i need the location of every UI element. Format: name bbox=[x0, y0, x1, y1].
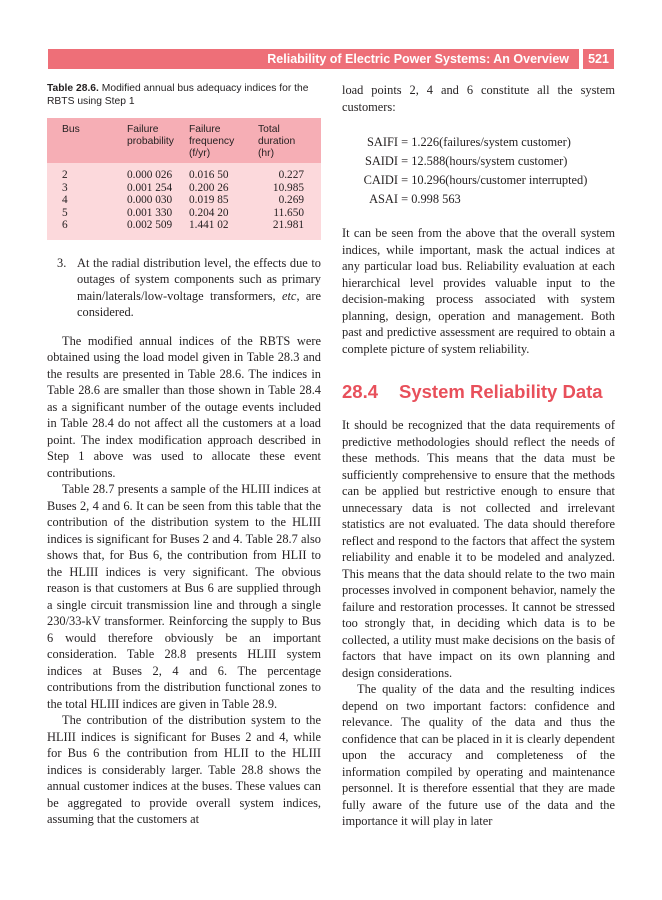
equation-rhs: 10.296(hours/customer interrupted) bbox=[411, 173, 588, 187]
cell-bus: 6 bbox=[62, 219, 68, 232]
body-paragraph: Table 28.7 presents a sample of the HLIII indices at Buses 2, 4 and 6. It can be seen from this table that the contribution of the distribution system to the HLIII indices is significant for Buses 2 and 4. Table 28.7 also shows that, for Bus 6, the contribution from HLII to the HLIII indices is very significant. The obvious reason is that customers at Bus 6 are supplied through a single circuit transmission line and through a single 230/33-kV transformer. Reinforcing the supply to Bus 6 would therefore obviously be an important consideration. Table 28.8 presents HLIII system indices at Buses 2, 4 and 6. The percentage contributions from the distribution functional zones to the total HLIII indices are given in Table 28.9. bbox=[47, 482, 321, 711]
body-paragraph: It can be seen from the above that the overall system indices, while important, mask the actual indices at any particular load bus. Reliability evaluation at each hierarchical level provides valuable input to the decision-making process associated with system planning, design, operation and management. Both past and predictive assessment are required to obtain a complete picture of system reliability. bbox=[342, 226, 615, 356]
cell-failure-probability: 0.001 254 bbox=[127, 181, 173, 194]
right-column bbox=[342, 82, 615, 830]
cell-bus: 2 bbox=[62, 169, 68, 181]
equation-lhs: SAIFI bbox=[367, 135, 398, 149]
section-title: System Reliability Data bbox=[399, 381, 603, 402]
list-item-text-end: , are considered. bbox=[77, 288, 321, 320]
cell-total-duration: 11.650 bbox=[273, 206, 304, 219]
cell-bus: 5 bbox=[62, 206, 68, 219]
equation-saifi: SAIFI = 1.226(failures/system customer) bbox=[342, 133, 615, 152]
cell-bus: 4 bbox=[62, 194, 68, 207]
cell-failure-frequency: 0.016 50 bbox=[189, 169, 229, 181]
table-row bbox=[47, 182, 321, 195]
cell-total-duration: 0.227 bbox=[278, 169, 304, 181]
cell-failure-frequency: 0.019 85 bbox=[189, 194, 229, 207]
list-item-text: At the radial distribution level, the effects due to outages of system components such as primary main/laterals/low-voltage transformers, bbox=[77, 255, 321, 303]
cell-bus: 3 bbox=[62, 181, 68, 194]
table-row bbox=[47, 207, 321, 220]
equation-lhs: CAIDI bbox=[363, 173, 398, 187]
cell-failure-probability: 0.001 330 bbox=[127, 206, 173, 219]
table-header-row bbox=[47, 118, 321, 163]
body-paragraph: The quality of the data and the resulting indices depend on two important factors: confidence and relevance. The quality of the data and thus the confidence that can be placed in it is clearly dependent upon the accuracy and completeness of the information compiled by operating and maintenance personnel. It is therefore essential that they are made fully aware of the future use of the data and the importance it will play in later bbox=[342, 682, 615, 828]
body-paragraph: It should be recognized that the data requirements of predictive methodologies should reflect the needs of these methods. This means that the data must be sufficiently comprehensive to ensure that the methods can be applied but restrictive enough to ensure that unnecessary data is not collected and irrelevant statistics are not evaluated. The data should therefore reflect and respond to the factors that affect the system reliability and enable it to be modeled and analyzed. This means that the data should relate to the two main processes involved in component behavior, namely the failure and restoration processes. It cannot be stressed too strongly that, in deciding which data is to be collected, a utility must make decisions on the basis of factors that have impact on its own planning and design considerations. bbox=[342, 418, 615, 680]
page-number: 521 bbox=[583, 49, 614, 69]
equation-rhs: 1.226(failures/system customer) bbox=[411, 135, 571, 149]
table-body bbox=[47, 163, 321, 240]
column-header-failure-frequency: Failure frequency (f/yr) bbox=[189, 124, 235, 159]
column-header-total-duration: Total duration (hr) bbox=[258, 124, 296, 159]
cell-failure-probability: 0.000 026 bbox=[127, 169, 173, 181]
cell-failure-probability: 0.002 509 bbox=[127, 219, 173, 232]
column-header-bus: Bus bbox=[62, 124, 80, 135]
body-paragraph: The modified annual indices of the RBTS were obtained using the load model given in Table 28.3 and the results are presented in Table 28.6. The indices in Table 28.6 are smaller than those shown in Table 28.4 as a significant number of the outage events included in Table 28.4 do not affect all the customers at a load point. The index modification approach described in Step 1 above was used to allocate these event contributions. bbox=[47, 333, 321, 480]
cell-failure-probability: 0.000 030 bbox=[127, 194, 173, 207]
bus-indices-table bbox=[47, 118, 321, 240]
column-header-failure-probability: Failure probability bbox=[127, 124, 174, 147]
cell-total-duration: 10.985 bbox=[272, 181, 304, 194]
running-header-bar bbox=[48, 49, 579, 69]
equation-rhs: 0.998 563 bbox=[411, 192, 461, 206]
running-header-title: Reliability of Electric Power Systems: An Overview bbox=[267, 52, 569, 66]
system-indices-equations bbox=[342, 133, 615, 209]
table-caption-text: Modified annual bus adequacy indices for the RBTS using Step 1 bbox=[47, 83, 309, 107]
list-item-emphasis: etc bbox=[281, 288, 297, 303]
cell-total-duration: 0.269 bbox=[278, 194, 304, 207]
table-caption-label: Table 28.6. bbox=[47, 83, 99, 94]
cell-failure-frequency: 0.200 26 bbox=[189, 181, 229, 194]
cell-failure-frequency: 0.204 20 bbox=[189, 206, 229, 219]
cell-failure-frequency: 1.441 02 bbox=[189, 219, 229, 232]
equation-saidi: SAIDI = 12.588(hours/system customer) bbox=[342, 152, 615, 171]
table-row bbox=[47, 169, 321, 182]
equation-lhs: ASAI bbox=[369, 192, 398, 206]
table-caption bbox=[47, 82, 321, 108]
equation-lhs: SAIDI bbox=[364, 154, 398, 168]
section-number: 28.4 bbox=[342, 381, 379, 402]
list-item-number: 3. bbox=[57, 255, 67, 270]
list-item-3 bbox=[47, 255, 321, 321]
equation-caidi: CAIDI = 10.296(hours/customer interrupted) bbox=[342, 171, 615, 190]
left-column bbox=[47, 82, 321, 828]
table-row bbox=[47, 194, 321, 207]
section-heading bbox=[342, 381, 615, 403]
body-paragraph: load points 2, 4 and 6 constitute all the system customers: bbox=[342, 83, 615, 114]
equation-asai: ASAI = 0.998 563 bbox=[342, 190, 615, 209]
equation-rhs: 12.588(hours/system customer) bbox=[411, 154, 568, 168]
table-row bbox=[47, 219, 321, 232]
cell-total-duration: 21.981 bbox=[272, 219, 304, 232]
body-paragraph: The contribution of the distribution system to the HLIII indices is significant for Buses 2 and 4, while for Bus 6 the contribution from HLII to the HLIII indices is considerably larger. Table 28.8 shows the annual customer indices at the buses. These values can be aggregated to provide overall system indices, assuming that the customers at bbox=[47, 713, 321, 827]
